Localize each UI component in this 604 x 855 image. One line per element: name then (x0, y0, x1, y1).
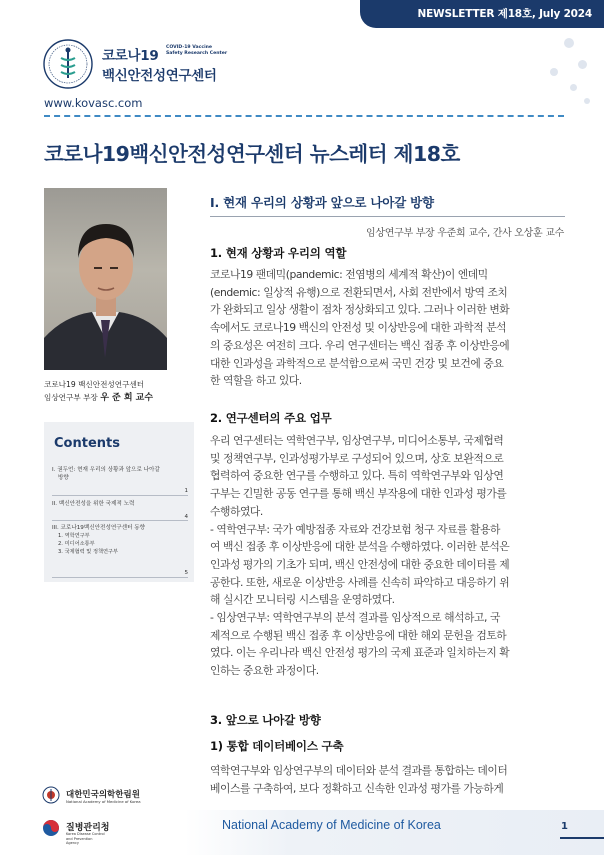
text-line: 및 정책연구부, 인과성평가부로 구성되어 있으며, 상호 보완적으로 (210, 451, 504, 465)
text-line: 제적으로 수행된 백신 접종 후 이상반응에 대한 해외 문헌을 검토하 (210, 628, 507, 642)
academy-name-kr: 대한민국의학한림원 (66, 790, 140, 800)
kdca-emblem-icon (42, 819, 60, 837)
caption-role: 임상연구부 부장 (44, 393, 98, 402)
toc-item-3[interactable] (52, 524, 188, 576)
logo-name-en-2: Safety Research Center (166, 50, 228, 56)
text-line: - 임상연구부: 역학연구부의 분석 결과를 임상적으로 해석하고, 국 (210, 611, 500, 625)
header-divider (44, 115, 564, 117)
academy-emblem-icon (42, 786, 60, 804)
text-line: 해 실시간 모니터링 시스템을 운영하였다. (210, 593, 395, 607)
logo-name-kr-1: 코로나19 (102, 48, 159, 64)
toc-item-1[interactable] (52, 466, 188, 494)
toc-item-1-line1: I. 권두언: 현재 우리의 상황과 앞으로 나아갈 (52, 467, 160, 473)
author-photo (44, 188, 167, 370)
logo-name-en (166, 45, 236, 56)
text-line: - 역학연구부: 국가 예방접종 자료와 건강보험 청구 자료를 활용하 (210, 522, 500, 536)
text-line: 공한다. 또한, 새로운 이상반응 사례를 신속히 파악하고 대응하기 위 (210, 575, 510, 589)
text-line: 여 백신 접종 후 이상반응에 대한 분석을 수행하였다. 이러한 분석은 (210, 540, 510, 554)
text-line: 속에서도 코로나19 백신의 안전성 및 이상반응에 대한 과학적 분석 (210, 321, 507, 335)
toc-sub-item: 1. 역학연구부 (58, 533, 90, 539)
toc-item-2[interactable] (52, 500, 188, 520)
toc-sub-item: 3. 국제협력 및 정책연구부 (58, 549, 119, 555)
text-line: 한 역할을 하고 있다. (210, 374, 302, 388)
author-caption (44, 378, 153, 405)
text-line: 가 완화되고 일상 생활이 점차 정상화되고 있다. 그러나 이러한 변화 (210, 303, 510, 317)
text-line: 코로나19 팬데믹(pandemic: 전염병의 세계적 확산)이 엔데믹 (210, 268, 488, 281)
paragraph-2 (210, 432, 567, 680)
toc-item-2-line1: II. 백신안전성을 위한 국제적 노력 (52, 501, 135, 507)
text-line: 인하는 중요한 과정이다. (210, 664, 319, 678)
newsletter-issue: NEWSLETTER 제18호, July 2024 (417, 8, 592, 20)
logo-name-kr-2: 백신안전성연구센터 (102, 68, 217, 84)
subheading-1: 1. 현재 상황과 우리의 역할 (210, 246, 347, 260)
text-line: 대한 인과성을 과학적으로 분석함으로써 국민 건강 및 보건에 중요 (210, 356, 504, 370)
subheading-2: 2. 연구센터의 주요 업무 (210, 411, 332, 425)
subheading-3: 3. 앞으로 나아갈 방향 (210, 713, 321, 727)
contents-box (44, 422, 194, 582)
contents-heading: Contents (54, 436, 120, 451)
text-line: 역학연구부와 임상연구부의 데이터와 분석 결과를 통합하는 데이터 (210, 764, 508, 777)
text-line: 였다. 이는 우리나라 백신 안전성 평가의 국제 표준과 일치하는지 확 (210, 646, 510, 660)
newsletter-banner (360, 0, 604, 28)
decorative-dots (500, 38, 590, 118)
text-line: 구부는 긴밀한 공동 연구를 통해 백신 부작용에 대한 인과성 평가를 (210, 487, 507, 501)
toc-divider (52, 577, 188, 578)
text-line: 우리 연구센터는 역학연구부, 임상연구부, 미디어소통부, 국제협력 (210, 434, 504, 447)
caption-affiliation: 코로나19 백신안전성연구센터 (44, 380, 145, 389)
section-title: I. 현재 우리의 상황과 앞으로 나아갈 방향 (210, 195, 434, 210)
toc-divider (52, 520, 188, 521)
subheading-3-1: 1) 통합 데이터베이스 구축 (210, 739, 344, 753)
paragraph-3 (210, 762, 567, 797)
toc-sub-item: 2. 미디어소통부 (58, 541, 95, 547)
kdca-name-kr: 질병관리청 (66, 823, 110, 833)
center-logo-icon (42, 38, 94, 90)
toc-divider (52, 495, 188, 496)
text-line: 인과성 평가의 기초가 되며, 백신 안전성에 대한 중요한 데이터를 제 (210, 557, 510, 571)
toc-item-1-page: 1 (184, 488, 188, 494)
caption-name: 우 준 희 교수 (100, 393, 154, 403)
page-number-underline (560, 837, 604, 839)
footer-band (185, 810, 604, 855)
page-title: 코로나19백신안전성연구센터 뉴스레터 제18호 (44, 142, 460, 166)
text-line: (endemic: 일상적 유행)으로 전환되면서, 사회 전반에서 방역 조치 (210, 285, 508, 299)
academy-name-en: National Academy of Medicine of Korea (66, 799, 141, 804)
kdca-name-en: Korea Disease Control and Prevention Agency (66, 832, 105, 845)
website-link[interactable]: www.kovasc.com (44, 96, 143, 110)
footer-org-name: National Academy of Medicine of Korea (222, 818, 441, 832)
portrait-illustration-icon (44, 188, 167, 370)
text-line: 의 중요성은 여전히 크다. 우리 연구센터는 백신 접종 후 이상반응에 (210, 338, 510, 352)
text-line: 협력하여 중요한 연구를 수행하고 있다. 특히 역학연구부와 임상연 (210, 469, 504, 483)
paragraph-1 (210, 266, 567, 390)
toc-item-2-page: 4 (184, 514, 188, 520)
toc-item-1-line2: 방향 (58, 475, 69, 481)
toc-item-3-page: 5 (184, 570, 188, 576)
page-number: 1 (561, 821, 568, 832)
toc-item-3-line1: III. 코로나19백신안전성연구센터 동향 (52, 525, 146, 531)
text-line: 수행하였다. (210, 504, 263, 518)
section-divider (210, 216, 565, 217)
article-authors: 임상연구부 부장 우준희 교수, 간사 오상훈 교수 (366, 228, 564, 239)
logo-name-en-1: COVID-19 Vaccine (166, 45, 213, 50)
text-line: 베이스를 구축하여, 보다 정확하고 신속한 인과성 평가를 가능하게 (210, 781, 504, 795)
